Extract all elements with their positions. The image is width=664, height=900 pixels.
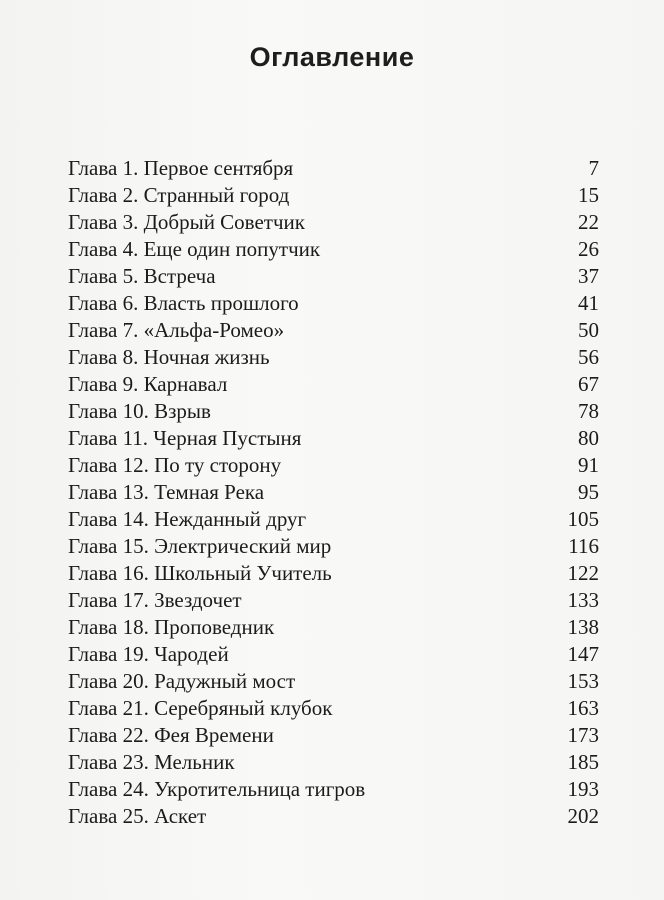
toc-entry-page: 185 xyxy=(567,750,599,774)
toc-entry-label: Глава 5. Встреча xyxy=(68,264,216,288)
toc-entry-page: 133 xyxy=(567,588,599,612)
toc-entry xyxy=(68,425,599,452)
toc-entry-label: Глава 4. Еще один попутчик xyxy=(68,237,321,261)
toc-entry-page: 147 xyxy=(567,642,599,666)
toc-entry-page: 56 xyxy=(578,345,599,369)
toc-entry-page: 122 xyxy=(567,561,599,585)
toc-entry-page: 67 xyxy=(578,372,599,396)
toc-entry xyxy=(68,263,599,290)
toc-entry-page: 138 xyxy=(567,615,599,639)
toc-entry-label: Глава 13. Темная Река xyxy=(68,480,265,504)
toc-entry xyxy=(68,290,599,317)
toc-entry-label: Глава 6. Власть прошлого xyxy=(68,291,299,315)
toc-entry-page: 7 xyxy=(588,156,599,180)
page-title: Оглавление xyxy=(249,42,415,72)
toc-entry-label: Глава 23. Мельник xyxy=(68,750,235,774)
toc-entry-label: Глава 9. Карнавал xyxy=(68,372,228,396)
toc-entry-label: Глава 15. Электрический мир xyxy=(68,534,332,558)
toc-entry-page: 202 xyxy=(567,804,599,828)
toc-entry-page: 37 xyxy=(578,264,599,288)
toc-entry-label: Глава 19. Чародей xyxy=(68,642,229,666)
toc-entry-label: Глава 14. Нежданный друг xyxy=(68,507,307,531)
toc-entry-label: Глава 17. Звездочет xyxy=(68,588,242,612)
toc-entry-page: 50 xyxy=(578,318,599,342)
toc-entry xyxy=(68,479,599,506)
toc-entry-label: Глава 22. Фея Времени xyxy=(68,723,274,747)
toc-entry-label: Глава 16. Школьный Учитель xyxy=(68,561,332,585)
toc-entry xyxy=(68,344,599,371)
toc-entry-page: 78 xyxy=(578,399,599,423)
toc-entry xyxy=(68,776,599,803)
toc-entry-label: Глава 7. «Альфа-Ромео» xyxy=(68,318,285,342)
toc-entry xyxy=(68,803,599,830)
toc-entry-page: 22 xyxy=(578,210,599,234)
toc-entry xyxy=(68,236,599,263)
toc-entry-page: 153 xyxy=(567,669,599,693)
toc-entry-page: 193 xyxy=(567,777,599,801)
toc-entry-label: Глава 11. Черная Пустыня xyxy=(68,426,302,450)
toc-entry-page: 15 xyxy=(578,183,599,207)
toc-entry-page: 41 xyxy=(578,291,599,315)
toc-entry-label: Глава 8. Ночная жизнь xyxy=(68,345,270,369)
toc-entry-label: Глава 18. Проповедник xyxy=(68,615,275,639)
toc-entry-label: Глава 25. Аскет xyxy=(68,804,207,828)
toc-entry-page: 91 xyxy=(578,453,599,477)
toc-entry xyxy=(68,749,599,776)
toc-entry xyxy=(68,317,599,344)
toc-entry xyxy=(68,155,599,182)
toc-entry xyxy=(68,209,599,236)
toc-entry-label: Глава 20. Радужный мост xyxy=(68,669,296,693)
toc-entry-label: Глава 3. Добрый Советчик xyxy=(68,210,305,234)
toc-entry xyxy=(68,560,599,587)
toc-entry xyxy=(68,614,599,641)
toc-entry-label: Глава 12. По ту сторону xyxy=(68,453,282,477)
toc-entry xyxy=(68,668,599,695)
toc-entry-page: 26 xyxy=(578,237,599,261)
toc-entry-page: 105 xyxy=(567,507,599,531)
toc-entry xyxy=(68,587,599,614)
toc-entry-label: Глава 1. Первое сентября xyxy=(68,156,294,180)
toc-entry xyxy=(68,452,599,479)
toc-entry xyxy=(68,722,599,749)
table-of-contents xyxy=(68,155,599,830)
toc-entry-label: Глава 2. Странный город xyxy=(68,183,290,207)
toc-entry xyxy=(68,641,599,668)
toc-entry-page: 80 xyxy=(578,426,599,450)
toc-entry xyxy=(68,695,599,722)
toc-entry-page: 95 xyxy=(578,480,599,504)
toc-entry xyxy=(68,398,599,425)
toc-entry xyxy=(68,533,599,560)
toc-entry-page: 163 xyxy=(567,696,599,720)
toc-entry xyxy=(68,182,599,209)
toc-entry-page: 116 xyxy=(568,534,599,558)
toc-entry-page: 173 xyxy=(567,723,599,747)
toc-entry xyxy=(68,506,599,533)
toc-entry xyxy=(68,371,599,398)
toc-entry-label: Глава 21. Серебряный клубок xyxy=(68,696,333,720)
toc-entry-label: Глава 24. Укротительница тигров xyxy=(68,777,366,801)
toc-entry-label: Глава 10. Взрыв xyxy=(68,399,211,423)
